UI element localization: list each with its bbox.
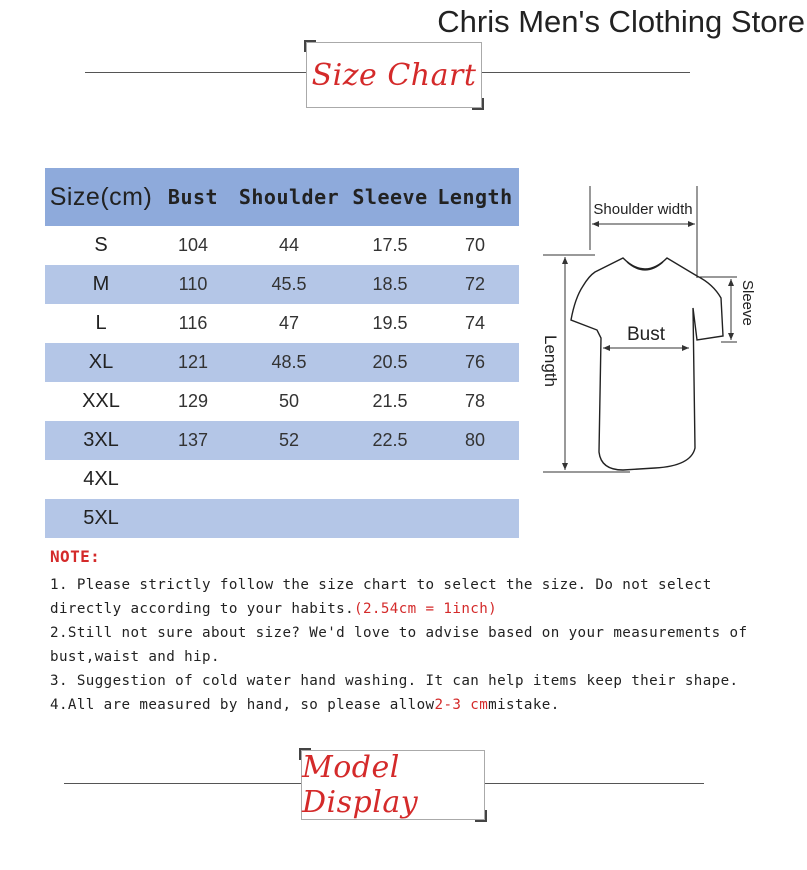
cell-bust [157,499,229,538]
notes-section [50,545,770,717]
shoulder-width-label: Shoulder width [593,201,693,218]
cell-shoulder: 52 [229,421,349,460]
header-length: Length [431,168,519,226]
cell-sleeve: 20.5 [349,343,431,382]
cell-bust: 137 [157,421,229,460]
table-row [45,226,519,265]
bust-label: Bust [626,324,666,345]
cell-shoulder: 44 [278,235,300,255]
cell-length: 78 [464,391,486,411]
note-1-highlight: (2.54cm = 1inch) [354,601,498,617]
note-4 [50,693,770,717]
cell-shoulder: 50 [278,391,300,411]
cell-bust: 116 [178,313,208,333]
cell-sleeve: 21.5 [372,391,408,411]
note-4-prefix: 4.All are measured by hand, so please allow [50,697,435,713]
table-row [45,343,519,382]
corner-mark [472,98,484,110]
bust-measure [603,324,689,351]
note-2: 2.Still not sure about size? We'd love to advise based on your measurements of bust,waist and hip. [50,625,748,665]
corner-mark [475,810,487,822]
cell-size: 3XL [45,421,157,460]
cell-length [431,499,519,538]
corner-mark [304,40,316,52]
cell-length: 70 [464,235,486,255]
header-shoulder: Shoulder [229,168,349,226]
note-1-text: 1. Please strictly follow the size chart to select the size. Do not select directly according to your habits. [50,577,712,617]
cell-shoulder: 47 [278,313,300,333]
cell-length: 74 [464,313,486,333]
model-display-title-box [301,750,485,820]
cell-bust: 121 [157,343,229,382]
header-sleeve: Sleeve [349,168,431,226]
cell-shoulder [229,460,349,499]
table-row [45,460,519,499]
cell-length: 76 [431,343,519,382]
cell-size: XL [45,343,157,382]
notes-title: NOTE: [50,547,101,566]
cell-shoulder [229,499,349,538]
table-row [45,499,519,538]
cell-bust: 129 [177,391,209,411]
cell-length [431,460,519,499]
sleeve-label: Sleeve [739,280,756,326]
size-chart-title: Size Chart [311,57,477,93]
tshirt-outline [571,258,723,470]
cell-sleeve: 19.5 [372,313,408,333]
cell-length: 80 [431,421,519,460]
cell-size: 5XL [45,499,157,538]
cell-shoulder: 48.5 [229,343,349,382]
table-header-row [45,168,519,226]
header-size: Size(cm) [45,168,157,226]
table-row [45,265,519,304]
cell-size: S [94,234,108,256]
cell-size: 4XL [83,468,119,490]
cell-length: 72 [431,265,519,304]
cell-sleeve: 17.5 [372,235,408,255]
length-label: Length [541,335,560,387]
sleeve-measure [699,277,756,342]
cell-sleeve: 22.5 [349,421,431,460]
cell-sleeve: 18.5 [349,265,431,304]
table-row [45,304,519,343]
cell-sleeve [349,499,431,538]
header-bust: Bust [157,168,229,226]
corner-mark [299,748,311,760]
cell-size: M [45,265,157,304]
cell-shoulder: 45.5 [229,265,349,304]
table-row [45,382,519,421]
size-chart-table [45,168,519,538]
cell-sleeve [349,460,431,499]
cell-size: L [95,312,107,334]
cell-bust [157,460,229,499]
note-4-suffix: mistake. [488,697,560,713]
length-measure [541,255,630,472]
table-row [45,421,519,460]
cell-size: XXL [82,390,120,412]
model-display-title: Model Display [302,750,419,820]
cell-bust: 104 [177,235,209,255]
size-chart-title-box [306,42,482,108]
store-name: Chris Men's Clothing Store [437,4,805,39]
note-3: 3. Suggestion of cold water hand washing. It can help items keep their shape. [50,673,739,689]
note-4-highlight: 2-3 cm [434,697,489,713]
cell-bust: 110 [157,265,229,304]
note-1 [50,573,770,621]
tshirt-measurement-diagram [535,180,800,480]
shoulder-width-measure [590,186,697,278]
